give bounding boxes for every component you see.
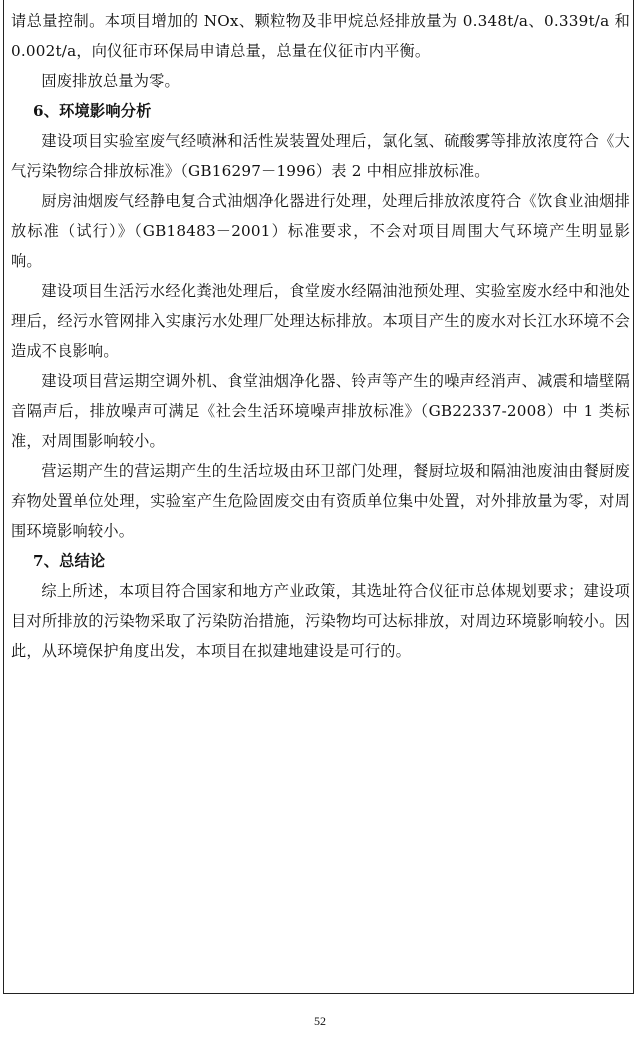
paragraph-total-control: 请总量控制。本项目增加的 NOx、颗粒物及非甲烷总烃排放量为 0.348t/a、0.339t/a 和 0.002t/a，向仪征市环保局申请总量，总量在仪征市内平衡。 [11,12,630,60]
paragraph-lab-exhaust: 建设项目实验室废气经喷淋和活性炭装置处理后，氯化氢、硫酸雾等排放浓度符合《大气污染物综合排放标准》（GB16297－1996）表 2 中相应排放标准。 [11,132,630,180]
page-number: 52 [314,1014,326,1028]
paragraph-solid-waste: 营运期产生的营运期产生的生活垃圾由环卫部门处理，餐厨垃圾和隔油池废油由餐厨废弃物处置单位处理，实验室产生危险固废交由有资质单位集中处置，对外排放量为零，对周围环境影响较小。 [11,462,630,540]
section-heading-impact-analysis: 6、环境影响分析 [33,102,152,120]
paragraph-conclusion: 综上所述，本项目符合国家和地方产业政策，其选址符合仪征市总体规划要求；建设项目对所排放的污染物采取了污染防治措施，污染物均可达标排放，对周边环境影响较小。因此，从环境保护角度出发，本项目在拟建地建设是可行的。 [11,582,630,660]
paragraph-noise: 建设项目营运期空调外机、食堂油烟净化器、铃声等产生的噪声经消声、减震和墙壁隔音隔声后，排放噪声可满足《社会生活环境噪声排放标准》（GB22337-2008）中 1 类标准，对周围影响较小。 [11,372,630,450]
paragraph-kitchen-fumes: 厨房油烟废气经静电复合式油烟净化器进行处理，处理后排放浓度符合《饮食业油烟排放标准（试行）》（GB18483－2001）标准要求，不会对项目周围大气环境产生明显影响。 [11,192,630,270]
paragraph-solid-waste-total: 固废排放总量为零。 [41,72,180,90]
section-heading-conclusion: 7、总结论 [33,552,106,570]
document-body [11,6,630,666]
paragraph-wastewater: 建设项目生活污水经化粪池处理后，食堂废水经隔油池预处理、实验室废水经中和池处理后，经污水管网排入实康污水处理厂处理达标排放。本项目产生的废水对长江水环境不会造成不良影响。 [11,282,630,360]
